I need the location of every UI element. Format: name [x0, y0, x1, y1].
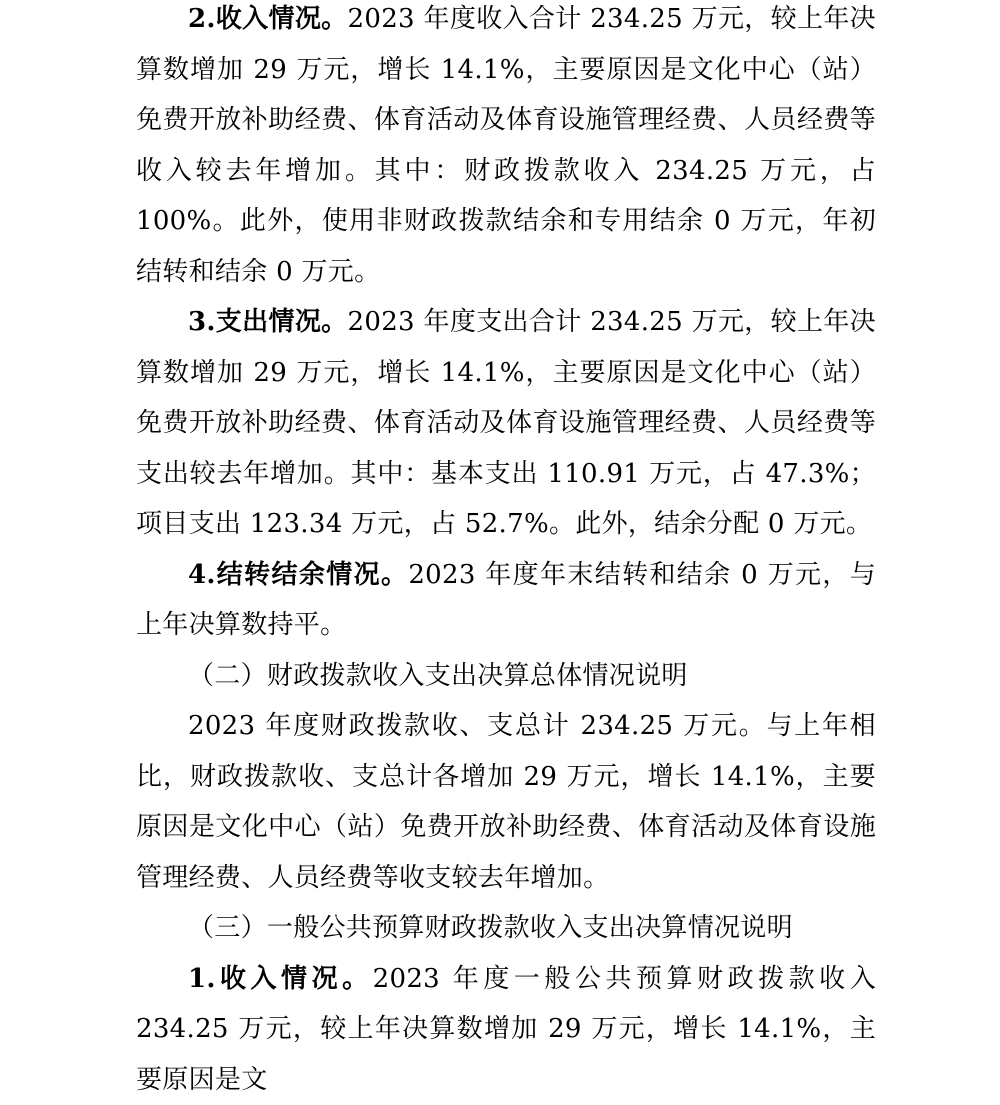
document-page: [136, 0, 876, 1105]
paragraph-income-lead: 2.收入情况。: [188, 4, 348, 34]
paragraph-carryover-text: 2023 年度年末结转和结余 0 万元，与上年决算数持平。: [136, 560, 876, 641]
paragraph-general-budget-income-lead: 1.收入情况。: [188, 964, 373, 994]
paragraph-expenditure-text: 2023 年度支出合计 234.25 万元，较上年决算数增加 29 万元，增长 14.1%，主要原因是文化中心（站）免费开放补助经费、体育活动及体育设施管理经费、人员经费等支出较去年增加。其中：基本支出 110.91 万元，占 47.3%；项目支出 123.34 万元，占 52.7%。此外，结余分配 0 万元。: [136, 307, 876, 539]
section-heading-fiscal-total: （二）财政拨款收入支出决算总体情况说明: [136, 651, 876, 702]
paragraph-carryover-lead: 4.结转结余情况。: [188, 560, 408, 590]
paragraph-income-text: 2023 年度收入合计 234.25 万元，较上年决算数增加 29 万元，增长 14.1%，主要原因是文化中心（站）免费开放补助经费、体育活动及体育设施管理经费、人员经费等收入较去年增加。其中：财政拨款收入 234.25 万元，占 100%。此外，使用非财政拨款结余和专用结余 0 万元，年初结转和结余 0 万元。: [136, 4, 876, 287]
paragraph-expenditure: [136, 297, 876, 550]
section-heading-general-budget: （三）一般公共预算财政拨款收入支出决算情况说明: [136, 903, 876, 954]
paragraph-carryover: [136, 550, 876, 651]
paragraph-fiscal-total: 2023 年度财政拨款收、支总计 234.25 万元。与上年相比，财政拨款收、支总计各增加 29 万元，增长 14.1%，主要原因是文化中心（站）免费开放补助经费、体育活动及体育设施管理经费、人员经费等收支较去年增加。: [136, 701, 876, 903]
paragraph-income: [136, 0, 876, 297]
paragraph-general-budget-income-text: 2023 年度一般公共预算财政拨款收入 234.25 万元，较上年决算数增加 29 万元，增长 14.1%，主要原因是文: [136, 964, 876, 1095]
paragraph-expenditure-lead: 3.支出情况。: [188, 307, 348, 337]
paragraph-general-budget-income: [136, 954, 876, 1105]
